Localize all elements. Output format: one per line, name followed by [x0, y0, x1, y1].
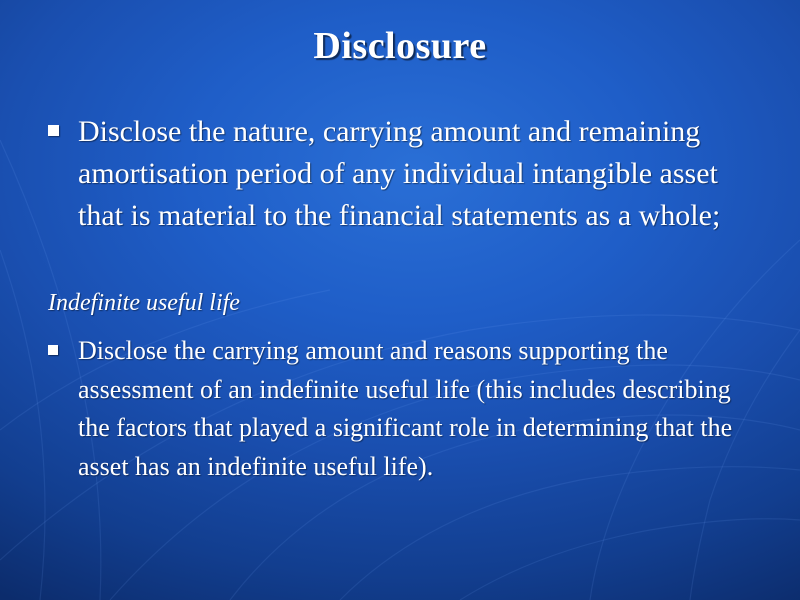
section-subheading: Indefinite useful life [48, 290, 240, 316]
square-bullet-icon [48, 345, 58, 355]
slide-title: Disclosure [313, 25, 487, 67]
square-bullet-icon [48, 125, 59, 136]
bullet-text: Disclose the nature, carrying amount and remaining amortisation period of any individual intangible asset that is material to the financial statements as a whole; [78, 115, 721, 232]
bullet-text: Disclose the carrying amount and reasons supporting the assessment of an indefinite useful life (this includes describing the factors that played a significant role in determining that the asset has an indefinite useful life). [78, 336, 733, 481]
